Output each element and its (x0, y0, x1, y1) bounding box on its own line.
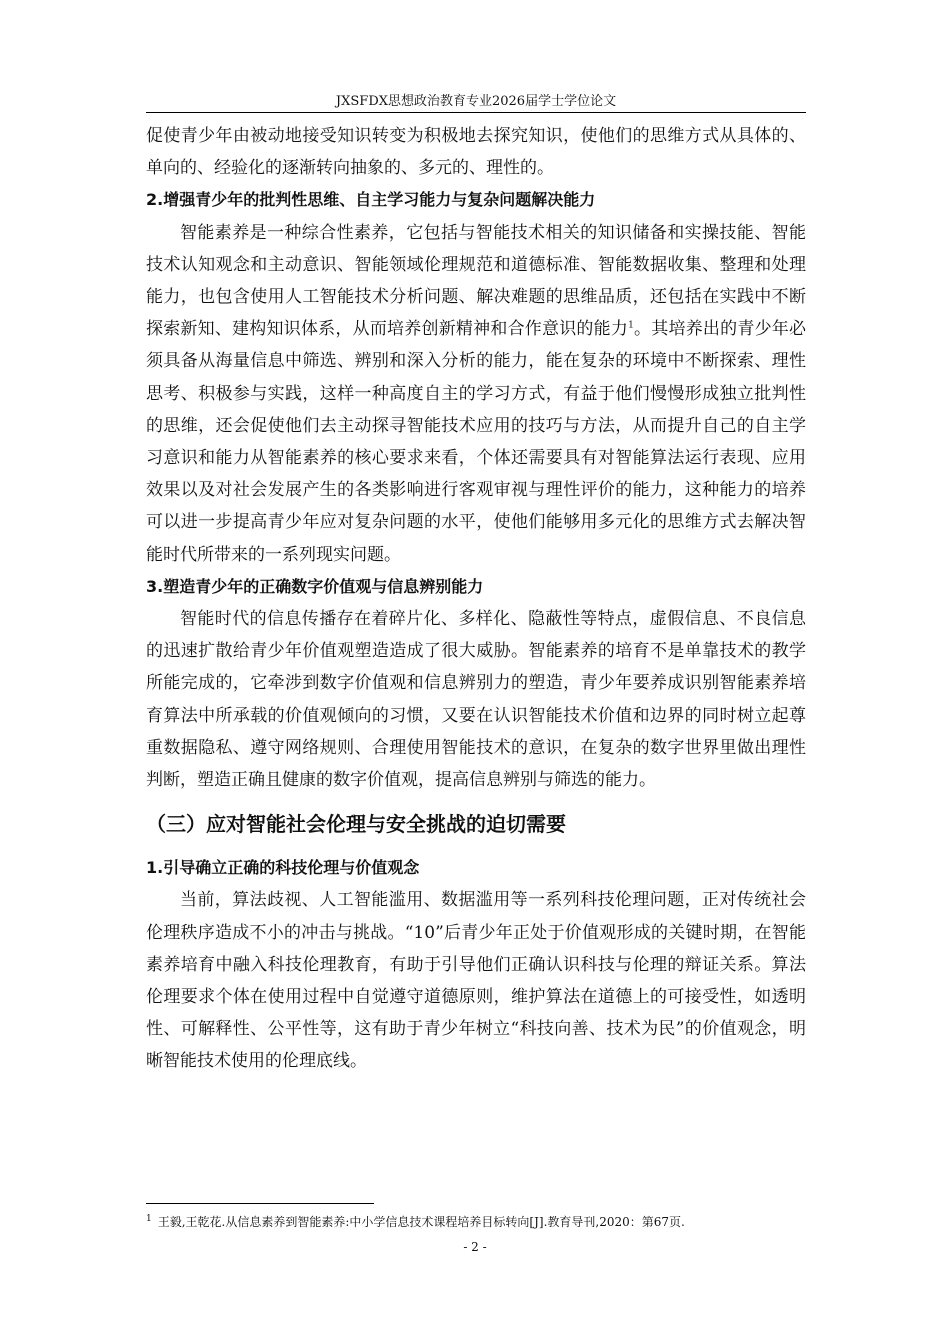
section-heading: （三）应对智能社会伦理与安全挑战的迫切需要 (146, 812, 566, 837)
paragraph-text: 智能素养是一种综合性素养，它包括与智能技术相关的知识储备和实操技能、智能技术认知观念和主动意识、智能领域伦理规范和道德标准、智能数据收集、整理和处理能力，也包含使用人工智能技术分析问题、解决难题的思维品质，还包括在实践中不断探索新知、建构知识体系，从而培养创新精神和合作意识的能力 (146, 222, 806, 340)
page-body (146, 120, 806, 1078)
paragraph-text: 。其培养出的青少年必须具备从海量信息中筛选、辨别和深入分析的能力，能在复杂的环境中不断探索、理性思考、积极参与实践，这样一种高度自主的学习方式，有益于他们慢慢形成独立批判性的思维，还会促使他们去主动探寻智能技术应用的技巧与方法，从而提升自己的自主学习意识和能力从智能素养的核心要求来看，个体还需要具有对智能算法运行表现、应用效果以及对社会发展产生的各类影响进行客观审视与理性评价的能力，这种能力的培养可以进一步提高青少年应对复杂问题的水平，使他们能够用多元化的思维方式去解决智能时代所带来的一系列现实问题。 (146, 319, 807, 565)
page-number: - 2 - (463, 1240, 487, 1254)
footnote-mark: 1 (146, 1214, 152, 1224)
footnote-rule (146, 1203, 374, 1204)
running-header: JXSFDX思想政治教育专业2026届学士学位论文 (335, 94, 617, 109)
paragraph: 当前，算法歧视、人工智能滥用、数据滥用等一系列科技伦理问题，正对传统社会伦理秩序造成不小的冲击与挑战。“10”后青少年正处于价值观形成的关键时期，在智能素养培育中融入科技伦理教育，有助于引导他们正确认识科技与伦理的辩证关系。算法伦理要求个体在使用过程中自觉遵守道德原则，维护算法在道德上的可接受性，如透明性、可解释性、公平性等，这有助于青少年树立“科技向善、技术为民”的价值观念，明晰智能技术使用的伦理底线。 (146, 890, 806, 1072)
paragraph (146, 217, 806, 571)
subheading: 1.引导确立正确的科技伦理与价值观念 (146, 858, 420, 878)
footnote-reference[interactable]: 1 (628, 320, 634, 331)
subheading: 2.增强青少年的批判性思维、自主学习能力与复杂问题解决能力 (146, 190, 596, 210)
paragraph: 促使青少年由被动地接受知识转变为积极地去探究知识，使他们的思维方式从具体的、单向的、经验化的逐渐转向抽象的、多元的、理性的。 (146, 126, 806, 179)
paragraph: 智能时代的信息传播存在着碎片化、多样化、隐蔽性等特点，虚假信息、不良信息的迅速扩散给青少年价值观塑造造成了很大威胁。智能素养的培育不是单靠技术的教学所能完成的，它牵涉到数字价值观和信息辨别力的塑造，青少年要养成识别智能素养培育算法中所承载的价值观倾向的习惯，又要在认识智能技术价值和边界的同时树立起尊重数据隐私、遵守网络规则、合理使用智能技术的意识，在复杂的数字世界里做出理性判断，塑造正确且健康的数字价值观，提高信息辨别与筛选的能力。 (146, 609, 806, 791)
subheading: 3.塑造青少年的正确数字价值观与信息辨别能力 (146, 576, 484, 596)
footnote (146, 1211, 806, 1230)
header-rule (146, 112, 806, 113)
footnote-text: 王毅,王乾花.从信息素养到智能素养:中小学信息技术课程培养目标转向[J].教育导刊,2020：第67页. (157, 1215, 685, 1229)
